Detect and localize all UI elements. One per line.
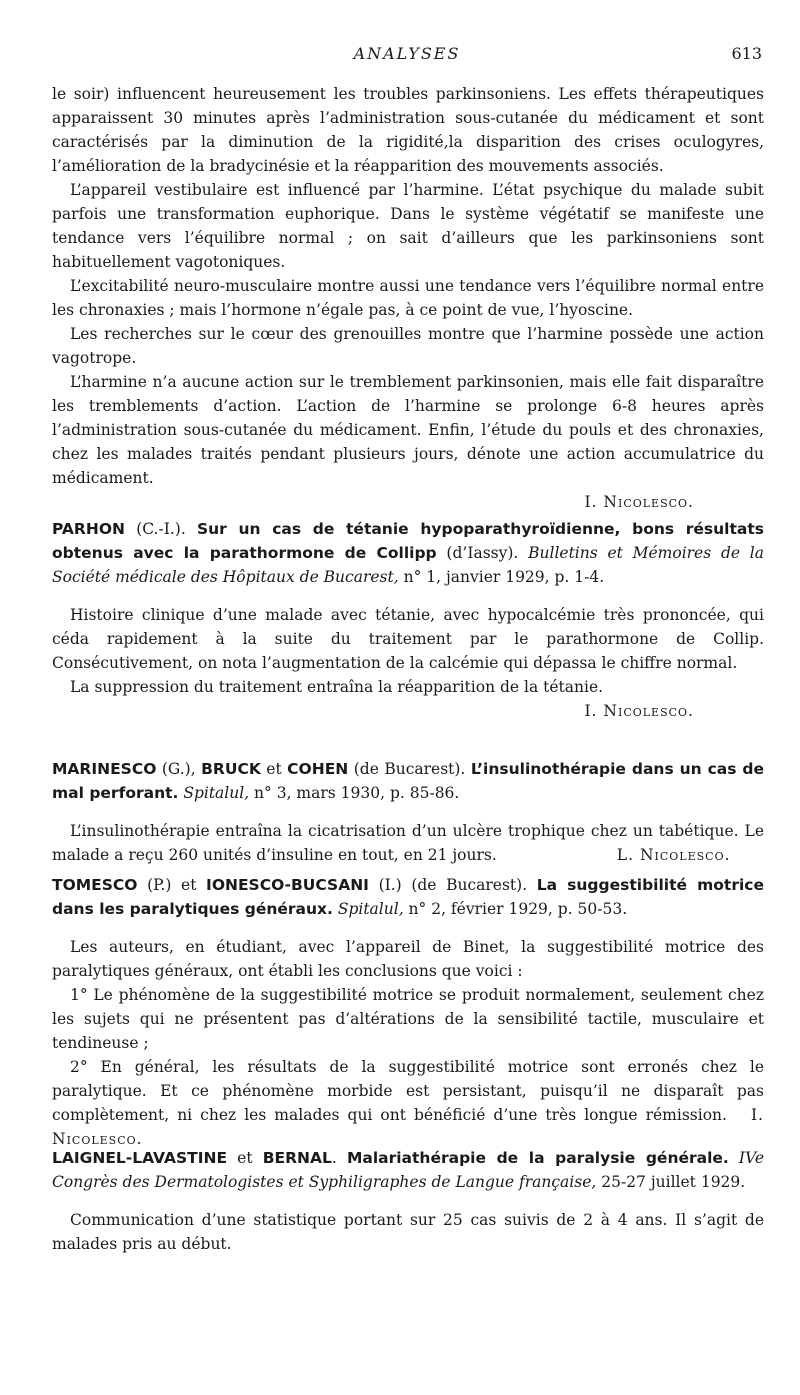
author-name: PARHON [52, 520, 125, 538]
abstract-heading [52, 1146, 764, 1194]
abstract-heading [52, 873, 764, 921]
author-name: TOMESCO [52, 876, 138, 894]
paragraph: La suppression du traitement entraîna la réapparition de la tétanie. [70, 678, 604, 696]
journal-source: Bulletins et Mémoires de la Société médicale des Hôpitaux de Bucarest, [52, 544, 765, 586]
paragraph: Communication d’une statistique portant sur 25 cas suivis de 2 à 4 ans. Il s’agit de malades pris au début. [52, 1211, 764, 1253]
signature: I. Nicolesco. [584, 493, 694, 511]
journal-reference: n° 1, janvier 1929, p. 1-4. [398, 568, 605, 586]
author-name: LAIGNEL-LAVASTINE [52, 1149, 228, 1167]
paragraph: Les auteurs, en étudiant, avec l’appareil de Binet, la suggestibilité motrice des paralytiques généraux, ont établi les conclusions que voici : [52, 938, 764, 980]
author-name: COHEN [287, 760, 349, 778]
abstract-laignel-lavastine [52, 1146, 764, 1256]
running-title: ANALYSES [353, 44, 461, 63]
abstract-parhon [52, 517, 764, 723]
journal-source: IVe Congrès des Dermatologistes et Syphiligraphes de Langue française, [52, 1149, 764, 1191]
abstract-heading [52, 517, 764, 589]
journal-source: Spitalul, [178, 784, 250, 802]
signature: I. Nicolesco. [52, 1106, 764, 1148]
paragraph: L’excitabilité neuro-musculaire montre aussi une tendance vers l’équilibre normal entre les chronaxies ; mais l’hormone n’égale pas, à ce point de vue, l’hyoscine. [52, 277, 764, 319]
page-number: 613 [731, 44, 762, 63]
list-item: 1° Le phénomène de la suggestibilité motrice se produit normalement, seulement chez les sujets qui ne présentent pas d’altérations de la sensibilité tactile, musculaire et tendineuse ; [52, 986, 764, 1052]
abstract-tomesco [52, 873, 764, 1151]
article-title: L’insulinothérapie dans un cas de mal perforant. [52, 760, 764, 802]
author-joiner: et [260, 760, 288, 778]
journal-source: Spitalul, [332, 900, 404, 918]
journal-reference: n° 3, mars 1930, p. 85-86. [249, 784, 460, 802]
author-name: BRUCK [201, 760, 261, 778]
paragraph: Histoire clinique d’une malade avec tétanie, avec hypocalcémie très prononcée, qui céda rapidement à la suite du traitement par le parathormone de Collip. Consécutivement, on nota l’augmentation de la calcémie qui dépassa le chiffre normal. [52, 606, 764, 672]
abstract-heading [52, 757, 764, 805]
paragraph [52, 819, 764, 867]
author-joiner: et [227, 1149, 263, 1167]
article-title: La suggestibilité motrice dans les paralytiques généraux. [52, 876, 764, 918]
author-place: (d’Iassy). [436, 544, 529, 562]
paragraph-text: L’insulinothérapie entraîna la cicatrisation d’un ulcère trophique chez un tabétique. Le malade a reçu 260 unités d’insuline en tout, en 21 jours. [52, 822, 764, 864]
paragraph-text: 2° En général, les résultats de la suggestibilité motrice sont erronés chez le paralytique. Et ce phénomène morbide est persistant, puisqu’il ne disparaît pas complètement, ni chez les malades qui ont bénéficié d’une très longue rémission. [52, 1058, 764, 1124]
signature: I. Nicolesco. [584, 702, 694, 720]
paragraph: Les recherches sur le cœur des grenouilles montre que l’harmine possède une action vagotrope. [52, 325, 764, 367]
journal-reference: n° 2, février 1929, p. 50-53. [403, 900, 628, 918]
author-initials: (C.-I.). [125, 520, 197, 538]
author-name: MARINESCO [52, 760, 157, 778]
author-initials: (P.) et [137, 876, 207, 894]
author-place: (de Bucarest). [348, 760, 471, 778]
paragraph: le soir) influencent heureusement les troubles parkinsoniens. Les effets thérapeutiques apparaissent 30 minutes après l’administration sous-cutanée du médicament et sont caractérisés par la diminution de la rigidité,la disparition des crises oculogyres, l’amélioration de la bradycinésie et la réapparition des mouvements associés. [52, 85, 764, 175]
paragraph: L’harmine n’a aucune action sur le tremblement parkinsonien, mais elle fait disparaître les tremblements d’action. L’action de l’harmine se prolonge 6-8 heures après l’administration sous-cutanée du médicament. Enfin, l’étude du pouls et des chronaxies, chez les malades traités pendant plusieurs jours, dénote une action accumulatrice du médicament. [52, 373, 764, 487]
author-place: (I.) (de Bucarest). [368, 876, 537, 894]
section-continuation [52, 82, 764, 514]
running-head [52, 44, 762, 68]
article-title: Malariathérapie de la paralysie générale. [346, 1149, 729, 1167]
heading-separator: . [331, 1149, 347, 1167]
author-initials: (G.), [156, 760, 202, 778]
author-name: IONESCO-BUCSANI [206, 876, 369, 894]
list-item [52, 1055, 764, 1151]
abstract-marinesco [52, 757, 764, 867]
signature: L. Nicolesco. [616, 846, 731, 864]
paragraph: L’appareil vestibulaire est influencé par l’harmine. L’état psychique du malade subit parfois une transformation euphorique. Dans le système végétatif se manifeste une tendance vers l’équilibre normal ; on sait d’ailleurs que les parkinsoniens sont habituellement vagotoniques. [52, 181, 764, 271]
author-name: BERNAL [262, 1149, 332, 1167]
article-title: Sur un cas de tétanie hypoparathyroïdienne, bons résultats obtenus avec la parathormone de Collipp [52, 520, 765, 562]
journal-reference: 25-27 juillet 1929. [596, 1173, 746, 1191]
